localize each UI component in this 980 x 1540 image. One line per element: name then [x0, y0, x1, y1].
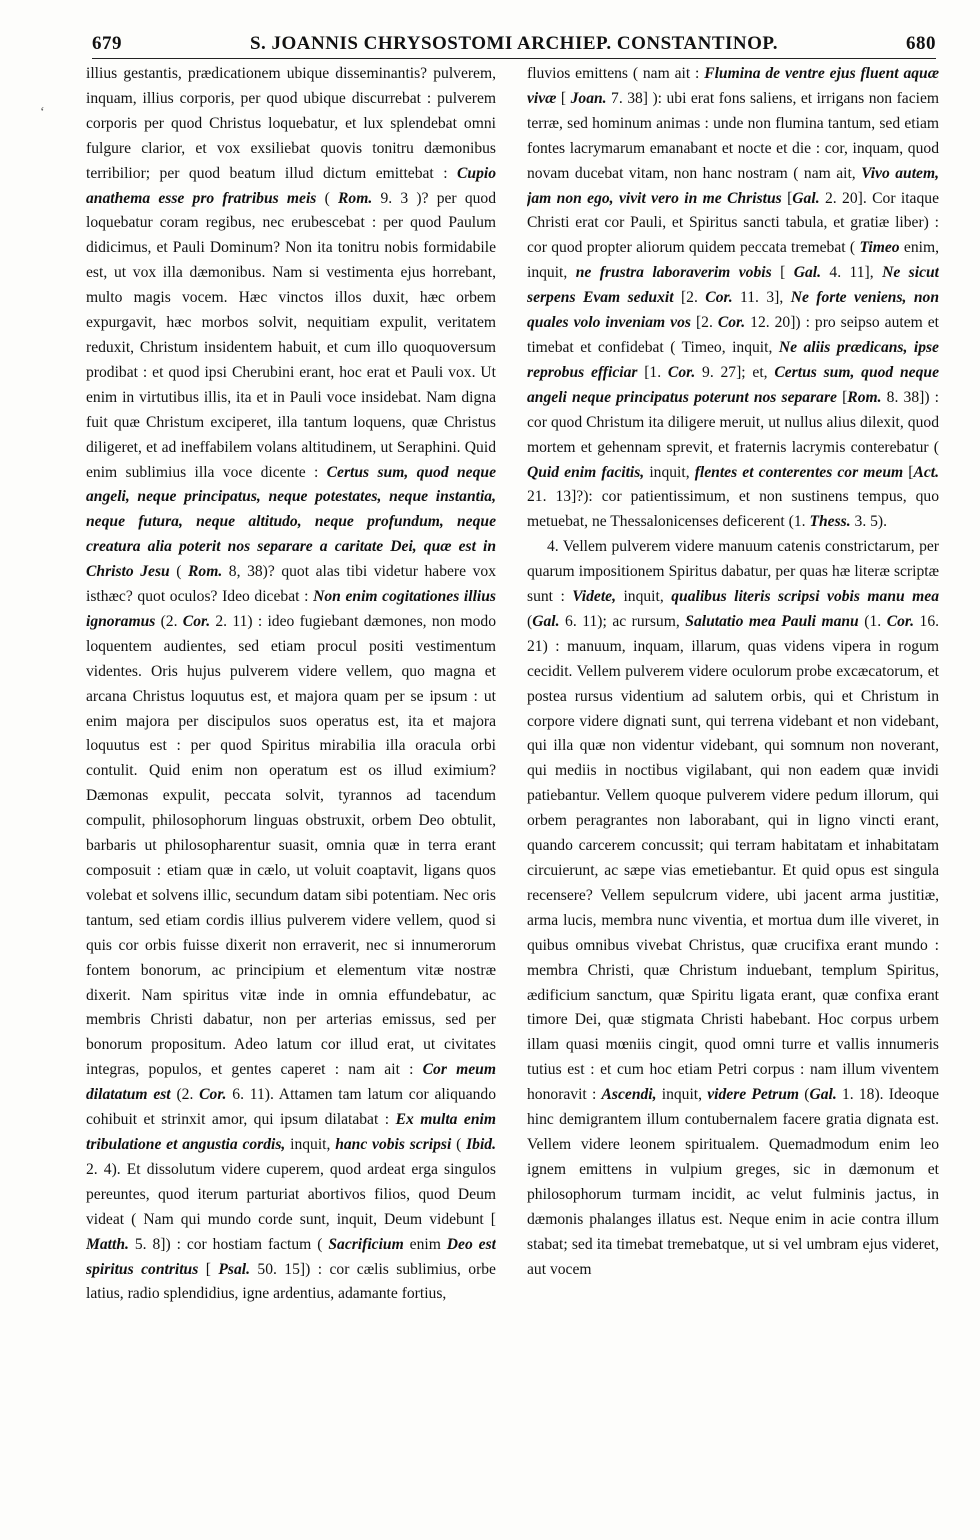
- quotation-text: ne frustra laboraverim vobis: [575, 264, 772, 282]
- body-text: (: [799, 1086, 810, 1104]
- quotation-text: flentes et conterentes cor meum: [694, 463, 904, 481]
- quotation-text: Cor.: [717, 314, 746, 332]
- body-text: 9. 27]; et,: [695, 363, 775, 381]
- quotation-text: Certus sum, quod neque angeli, neque principatus, neque potestates, neque instantia, neque futura, neque altitudo, neque profundum, neque creatura alia poterit nos separare a caritate Dei, quæ est in Christo Jesu: [86, 463, 496, 581]
- body-text: [1.: [637, 363, 668, 381]
- body-text: [: [771, 264, 794, 282]
- running-title: S. JOANNIS CHRYSOSTOMI ARCHIEP. CONSTANTINOP.: [249, 33, 779, 54]
- body-text: 6. 11); ac rursum,: [559, 612, 686, 630]
- body-text: gestantis, prædicationem ubique disseminantis? pulverem, inquam, illius corporis, per quod ubique discurrebat : pulverem corporis per quod Christus loquebatur, et lux splendebat omni fulgure clarior, et vox exsiliebat quovis tonitru dæmonibus terribilior; per quod beatum illud dictum emittebat :: [86, 65, 496, 182]
- quotation-text: Matth.: [86, 1235, 129, 1253]
- quotation-text: Cor.: [886, 612, 914, 630]
- body-text: 2. 20]. Cor itaque Christi erat cor Pauli, et Spiritus sancti tabula, et gratiæ liber) : cor quod propter aliorum quidem peccata tremebat (: [527, 189, 939, 257]
- body-text: 2. 4). Et dissolutum videre cuperem, quod ardeat erga singulos pereuntes, quod iterum parturiat abortivos filios, quod Deum videat ( Nam qui mundo corde sunt, inquit, Deum videbunt [: [86, 1160, 496, 1228]
- quotation-text: qualibus literis scripsi vobis manu mea: [671, 588, 939, 606]
- paragraph: [527, 535, 939, 1282]
- quotation-text: Cor.: [199, 1086, 227, 1104]
- body-text: 1. 18). Ideoque hinc demigrantem illum contubernalem facere gratia dignata est. Vellem videre leonem spiritualem. Quemadmodum enim leo ignem emittens in vulpium greges, sic in dæmonum et philosophorum turmam incidit, ac velut fulminis jactus, in dæmonis phalanges illatus est. Neque enim in acie contra illum stabat; sed ita timebat tremebatque, ut si vel umbram ejus videret, aut vocem: [527, 1086, 939, 1278]
- body-text: 8. 38]) : cor quod Christum ita diligere meruit, ut nullus alius dilexit, quod mortem et gehennam sprevit, et fraternis lacrymis conterebatur (: [527, 388, 939, 456]
- body-text: 8, 38)? quot alas tibi videtur habere vox isthæc? quot oculos? Ideo dicebat :: [86, 563, 496, 606]
- quotation-text: Videte,: [572, 588, 616, 606]
- quotation-text: Cupio anathema esse pro fratribus meis: [86, 164, 496, 207]
- body-text: (2.: [170, 1086, 200, 1104]
- body-text: 21. 13]?): cor patientissimum, et non sustinens tempus, quo metuebat, ne Thessalonicenses deficerent (1.: [527, 488, 939, 531]
- quotation-text: Vivo autem, jam non ego, vivit vero in me Christus: [527, 164, 939, 207]
- body-text: inquit,: [656, 1086, 708, 1104]
- quotation-text: Sacrificium: [328, 1235, 404, 1253]
- quotation-text: Gal.: [792, 189, 820, 207]
- quotation-text: Salutatio mea Pauli manu: [685, 612, 859, 630]
- body-text: 3. 5).: [850, 513, 888, 531]
- running-header: [92, 28, 936, 59]
- quotation-text: Deo est spiritus contritus: [86, 1235, 496, 1278]
- body-text: 50. 15]) : cor cælis sublimius, orbe latius, radio splendidius, igne ardentius, adamante fortius,: [86, 1260, 496, 1303]
- body-text: (: [527, 612, 533, 630]
- body-text: [: [556, 89, 571, 107]
- quotation-text: videre Petrum: [707, 1086, 800, 1104]
- body-text: 11. 3],: [732, 289, 791, 307]
- body-text: inquit,: [616, 588, 672, 606]
- paragraph: [527, 62, 939, 535]
- body-text: [2.: [673, 289, 706, 307]
- body-text: 6. 11). Attamen tam latum cor aliquando cohibuit et strinxit amor, qui ipsum dilatabat :: [86, 1086, 496, 1129]
- quotation-text: Rom.: [338, 189, 373, 207]
- quotation-text: Cor.: [667, 363, 696, 381]
- quotation-text: Ibid.: [466, 1135, 496, 1153]
- quotation-text: Ne aliis prædicans, ipse reprobus efficiar: [527, 338, 939, 381]
- body-text: (2.: [155, 612, 183, 630]
- quotation-text: Ne sicut serpens Evam seduxit: [527, 264, 939, 307]
- body-text: 7. 38] ): ubi erat fons saliens, et irrigans non faciem terræ, sed hominum animas : unde non flumina tantum, sed etiam fontes lacrymarum emanabant et nocte et die : cor, inquam, quod novam ducebat vitam, non hanc nostram ( nam ait,: [527, 89, 939, 182]
- quotation-text: Gal.: [809, 1086, 837, 1104]
- paragraph: [86, 62, 496, 1307]
- body-text: (: [316, 189, 339, 207]
- body-text: 2. 11) : ideo fugiebant dæmones, non modo loquentem audientes, sed etiam procul positi vestimentum videntes. Oris hujus pulverem videre vellem, quo magna et arcana Christus loquutus est, et majora quam per se ipsum : ut enim majora per discipulos suos operatus est, ita et majora loquutus est : per quod Spiritus mirabilia illa oracula orbi contulit. Quid enim non operatum est os illud eximium? Dæmonas expulit, peccata solvit, tyrannos ad tacendum compulit, philosophorum linguas obstruxit, orbem Deo obtulit, barbaris ut philosopharentur suasit, omnia quæ in terra erant composuit : etiam quæ in cælo, ut voluit coaptavit, ligans quos volebat et solvens illic, secundum datam sibi potentiam. Nec oris tantum, sed etiam cordis illius pulverem videre vellem, quod si quis cor orbis fuisse dixerit non erraverit, nec si innumerorum fontem bonorum, ac principium et elementum vitæ nostræ dixerit. Nam spiritus vitæ inde in omnia effundebatur, ac membris Christi dabatur, non per arterias emissus, sed per bonorum propositum. Adeo latum cor illud erat, ut civitates integras, populos, et gentes caperet : nam ait :: [86, 612, 496, 1079]
- body-text: (: [169, 563, 189, 581]
- body-text: (: [451, 1135, 467, 1153]
- body-text: 5. 8]) : cor hostiam factum (: [128, 1235, 329, 1253]
- quotation-text: Psal.: [218, 1260, 250, 1278]
- body-text: fluvios emittens ( nam ait :: [527, 65, 705, 82]
- quotation-text: Certus sum, quod neque angeli neque principatus poterunt nos separare: [527, 363, 939, 406]
- quotation-text: Ne forte veniens, non quales volo inveniam vos: [527, 289, 939, 332]
- quotation-text: hanc vobis scripsi: [335, 1135, 452, 1153]
- left-column: [86, 62, 496, 1517]
- body-text: 4. Vellem pulverem videre manuum catenis constrictarum, per quarum impositionem Spiritus dabatur, per quas hæ literæ scriptæ sunt :: [527, 538, 939, 606]
- body-text: [2.: [690, 314, 718, 332]
- quotation-text: Joan.: [570, 89, 607, 107]
- body-text: 4. 11],: [821, 264, 883, 282]
- quotation-text: Ex multa enim tribulatione et angustia cordis,: [86, 1111, 496, 1153]
- body-text: [: [903, 463, 914, 481]
- body-text: inquit,: [644, 463, 695, 481]
- margin-mark: ‘: [40, 105, 45, 120]
- right-column: [527, 62, 939, 1517]
- quotation-text: Gal.: [793, 264, 821, 282]
- paragraph-lead: illius: [86, 65, 124, 82]
- quotation-text: Quid enim facitis,: [527, 463, 645, 481]
- quotation-text: Non enim cogitationes illius ignoramus: [86, 588, 496, 630]
- quotation-text: Ascendi,: [601, 1086, 657, 1104]
- body-text: enim: [403, 1235, 447, 1253]
- quotation-text: Thess.: [809, 513, 851, 531]
- body-text: (1.: [858, 612, 887, 630]
- body-text: [: [781, 189, 793, 207]
- quotation-text: Act.: [913, 463, 939, 481]
- quotation-text: Rom.: [188, 563, 223, 581]
- quotation-text: Gal.: [532, 612, 560, 630]
- body-text: [: [198, 1260, 219, 1278]
- quotation-text: Flumina de ventre ejus fluent aquæ vivæ: [527, 65, 939, 107]
- quotation-text: Rom.: [847, 388, 882, 406]
- quotation-text: Cor.: [705, 289, 733, 307]
- body-text: 16. 21) : manuum, inquam, illarum, quas videns vipera in rogum cecidit. Vellem pulverem videre oculorum probe excæcatorum, et postea rursus videntium ad salutem orbis, qui et Christum in corpore videre dignati sunt, qui terrena videbant et non videbant, qui illa quæ non videntur videbant, qui somnum non noverant, qui mediis in noctibus vigilabant, qui non eadem quæ invidi patiebantur. Vellem quoque pulverem videre pedum illorum, qui orbem peragrantes non laborabant, qui in ligno vincti erant, quando carcerem concussit; qui terram habitatam et inhabitatam circuierunt, ac sæpe vias emetiebantur. Et quid opus est singula recensere? Vellem sepulcrum videre, ubi jacent arma justitiæ, arma lucis, membra nunc viventia, et mortua dum ille viveret, in quibus omnibus vivebat Christus, quæ crucifixa erant mundo : membra Christi, quæ Christum induebant, templum Spiritus, ædificium sanctum, quæ Spiritu ligata erant, quæ confixa erant timore Dei, quæ stigmata Christi habebant. Hoc corpus urbem illam quasi mœniis cingit, quod omni turre et vallis innumeris tutius est : et cum hoc etiam Petri corpus : nam illum viventem honoravit :: [527, 612, 939, 1104]
- quotation-text: Cor meum dilatatum est: [86, 1061, 496, 1104]
- body-text: 9. 3 )? per quod loquebatur coram regibus, nec erubescebat : per quod Paulum didicimus, et Pauli Dominum? Non ita tonitru nobis formidabile est, ut vox illa dæmonibus. Nam si vestimenta ejus horrebant, multo magis vocem. Hæc vinctos illos duxit, hæc orbem expurgavit, hæc morbos solvit, nequitiam expulit, veritatem reduxit, Christum insidentem habuit, et cum illo quoquoversum prodibat : et quod ipsi Cherubini erant, hoc erat et Pauli vox. Ut enim in virtutibus illis, ita et in Pauli voce insidebat. Nam digna fuit quæ Christum exciperet, illa tantum loquens, quæ Christus diligeret, et ad ineffabilem volans altitudinem, ut Seraphini. Quid enim sublimius illa voce dicente :: [86, 189, 496, 481]
- body-text: inquit,: [285, 1135, 336, 1153]
- page-number-left: 679: [92, 33, 122, 54]
- page-number-right: 680: [906, 33, 936, 54]
- body-text: [: [836, 388, 848, 406]
- quotation-text: Timeo: [859, 239, 900, 257]
- body-text: 12. 20]) : pro seipso autem et timebat et confidebat ( Timeo, inquit,: [527, 314, 939, 356]
- body-text: enim, inquit,: [527, 239, 939, 282]
- quotation-text: Cor.: [182, 612, 211, 630]
